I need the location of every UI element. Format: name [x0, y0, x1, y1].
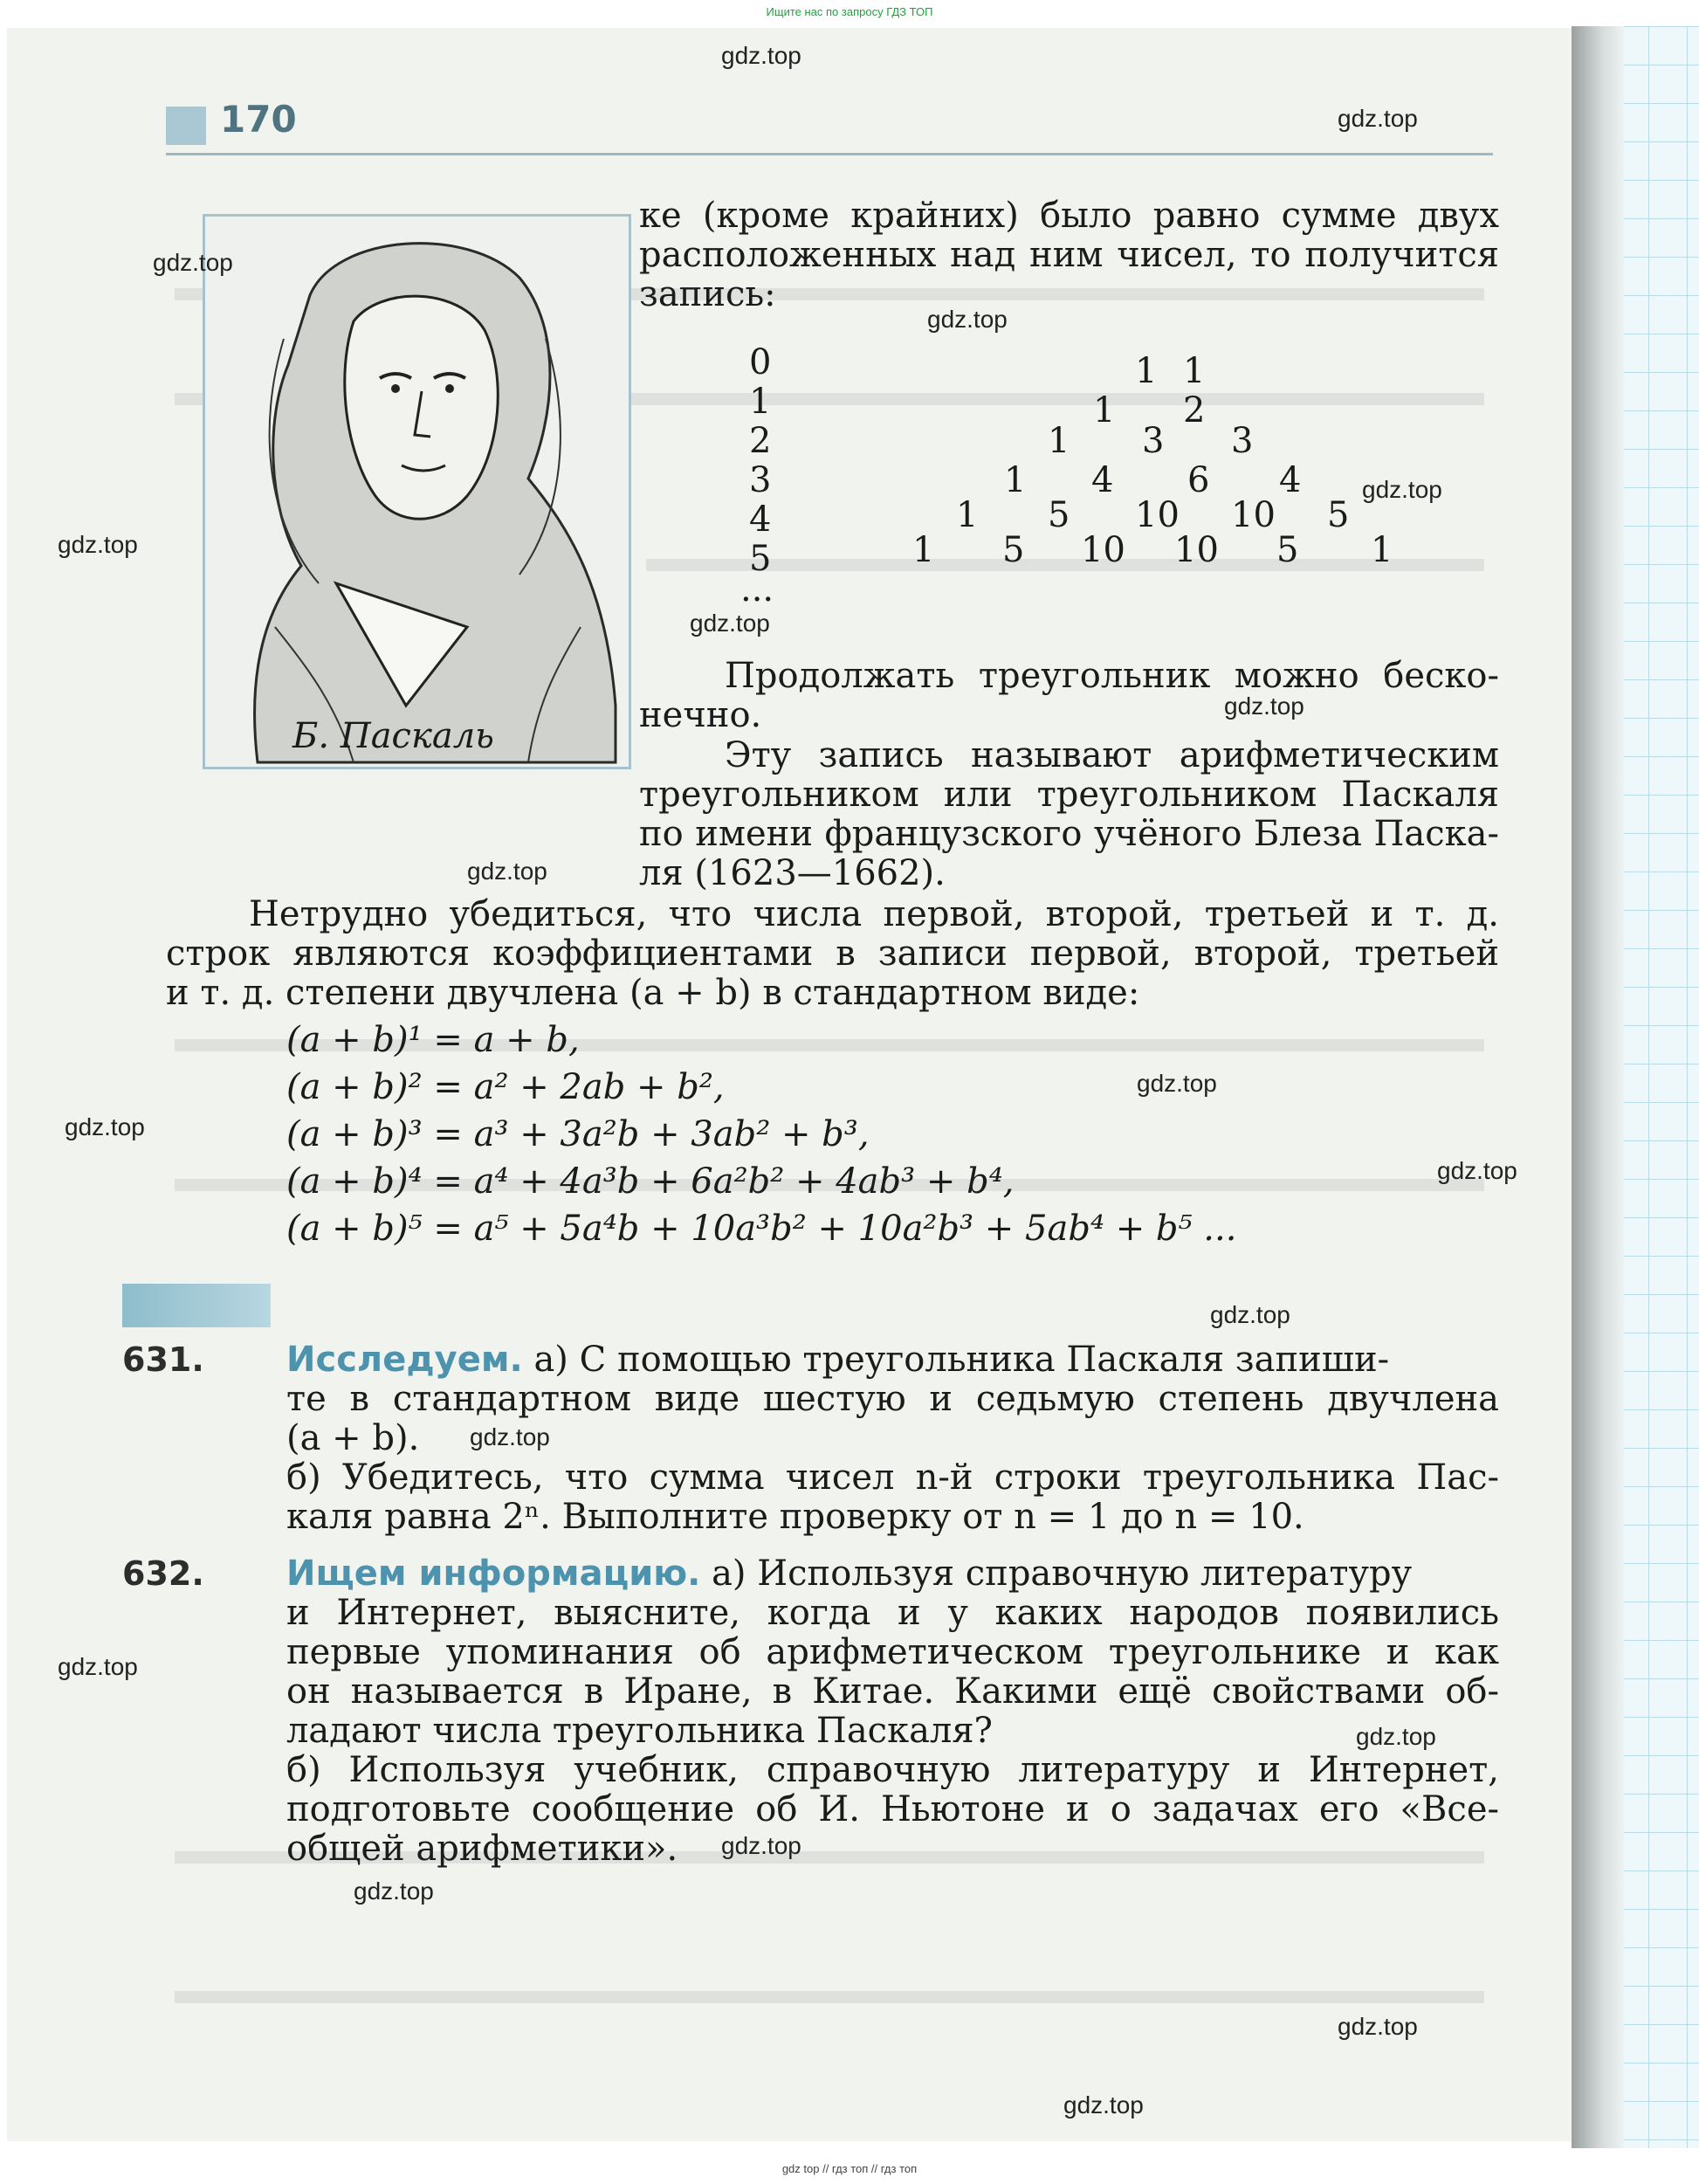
exercise-632-line-6: б) Используя учебник, справочную литературу и Интернет, [286, 1750, 1499, 1790]
watermark: gdz.top [1437, 1157, 1517, 1184]
triangle-value: 1 [1183, 351, 1206, 391]
book-spine [1572, 26, 1624, 2148]
continue-line-1: Продолжать треугольник можно беско- [725, 656, 1499, 696]
watermark: gdz.top [1338, 105, 1418, 132]
exercise-631-line-5: каля равна 2ⁿ. Выполните проверку от n = 1 до n = 10. [286, 1497, 1304, 1537]
triangle-row-index: 1 [749, 382, 772, 422]
binomial-equation-5: (a + b)⁵ = a⁵ + 5a⁴b + 10a³b² + 10a²b³ + 5ab⁴ + b⁵ ... [286, 1209, 1237, 1249]
exercise-632-line-5: ладают числа треугольника Паскаля? [286, 1711, 994, 1751]
watermark: gdz.top [153, 249, 233, 276]
exercise-631-heading: Исследуем. [286, 1340, 523, 1380]
coeff-line-1: Нетрудно убедиться, что числа первой, второй, третьей и т. д. [249, 894, 1499, 934]
triangle-value: 6 [1187, 460, 1210, 500]
coeff-line-2: строк являются коэффициентами в записи первой, второй, третьей [166, 934, 1499, 974]
exercise-632-line-2: и Интернет, выясните, когда и у каких народов появились [286, 1593, 1499, 1633]
name-line-4: ля (1623—1662). [639, 853, 946, 893]
watermark: gdz.top [1210, 1301, 1290, 1328]
binomial-equation-1: (a + b)¹ = a + b, [286, 1020, 580, 1060]
exercises-ribbon [122, 1284, 271, 1327]
triangle-value: 1 [1371, 530, 1393, 570]
exercise-number-631: 631. [122, 1340, 204, 1379]
bleed-through-text [175, 1991, 1484, 2003]
watermark: gdz.top [58, 1653, 138, 1680]
triangle-value: 10 [1174, 530, 1219, 570]
exercise-631-line-3: (a + b). [286, 1418, 420, 1458]
bottom-note: gdz top // гдз топ // гдз топ [781, 2162, 918, 2175]
binomial-equation-3: (a + b)³ = a³ + 3a²b + 3ab² + b³, [286, 1114, 870, 1154]
watermark: gdz.top [721, 1832, 801, 1859]
watermark: gdz.top [1338, 2013, 1418, 2040]
triangle-row-index: 5 [749, 539, 772, 579]
exercise-632-line-8: общей арифметики». [286, 1829, 678, 1869]
name-line-2: треугольником или треугольником Паскаля [639, 775, 1499, 815]
watermark: gdz.top [354, 1877, 434, 1905]
exercise-631-line-4: б) Убедитесь, что сумма чисел n-й строки треугольника Пас- [286, 1457, 1499, 1498]
triangle-value: 5 [1276, 530, 1299, 570]
triangle-value: 10 [1135, 495, 1180, 535]
watermark: gdz.top [467, 858, 547, 885]
intro-line-2: расположенных над ним чисел, то получится [639, 235, 1499, 275]
triangle-value: 1 [1004, 460, 1027, 500]
page-number-marker [166, 107, 206, 145]
exercise-632-text: а) Используя справочную литературу [712, 1554, 1413, 1594]
exercise-632-line-4: он называется в Иране, в Китае. Какими ещё свойствами об- [286, 1671, 1499, 1712]
exercise-631-line-2: те в стандартном виде шестую и седьмую степень двучлена [286, 1379, 1499, 1419]
triangle-value: 2 [1183, 390, 1206, 431]
triangle-value: 4 [1279, 460, 1302, 500]
triangle-value: 1 [1135, 351, 1158, 391]
exercise-631-text: а) С помощью треугольника Паскаля запиши- [533, 1340, 1390, 1380]
triangle-value: 3 [1142, 421, 1165, 461]
triangle-ellipsis: ... [740, 569, 774, 610]
watermark: gdz.top [58, 531, 138, 558]
exercise-632-line-1 [286, 1554, 1412, 1594]
pascal-portrait [203, 214, 631, 769]
triangle-row-index: 4 [749, 499, 772, 540]
triangle-value: 10 [1231, 495, 1276, 535]
watermark: gdz.top [1063, 2091, 1144, 2119]
continue-line-2: нечно. [639, 695, 762, 735]
triangle-value: 5 [1002, 530, 1025, 570]
intro-line-1: ке (кроме крайних) было равно сумме двух [639, 196, 1499, 236]
header-rule [166, 153, 1493, 155]
triangle-value: 1 [956, 495, 979, 535]
exercise-number-632: 632. [122, 1554, 204, 1593]
watermark: gdz.top [470, 1423, 550, 1450]
triangle-row-index: 3 [749, 460, 772, 500]
watermark: gdz.top [1356, 1723, 1436, 1750]
watermark: gdz.top [690, 610, 770, 637]
watermark: gdz.top [927, 306, 1008, 333]
name-line-3: по имени французского учёного Блеза Паска- [639, 814, 1499, 854]
intro-line-3: запись: [639, 274, 776, 314]
exercise-632-line-7: подготовьте сообщение об И. Ньютоне и о задачах его «Все- [286, 1789, 1499, 1829]
triangle-row-index: 0 [749, 342, 772, 382]
portrait-caption: Б. Паскаль [292, 716, 494, 756]
triangle-value: 1 [1093, 390, 1116, 431]
exercise-632-line-3: первые упоминания об арифметическом треугольнике и как [286, 1632, 1499, 1672]
watermark: gdz.top [1362, 476, 1442, 503]
exercise-631-line-1 [286, 1340, 1389, 1380]
portrait-engraving [205, 217, 629, 767]
triangle-value: 1 [1048, 421, 1070, 461]
triangle-row-index: 2 [749, 421, 772, 461]
page-number: 170 [220, 98, 297, 141]
triangle-value: 1 [912, 530, 935, 570]
triangle-value: 10 [1081, 530, 1125, 570]
coeff-line-3: и т. д. степени двучлена (a + b) в стандартном виде: [166, 973, 1140, 1013]
triangle-value: 5 [1048, 495, 1070, 535]
top-note: Ищите нас по запросу ГДЗ ТОП [766, 5, 933, 18]
exercise-632-heading: Ищем информацию. [286, 1554, 701, 1594]
watermark: gdz.top [1224, 692, 1304, 720]
triangle-value: 3 [1231, 421, 1254, 461]
binomial-equation-2: (a + b)² = a² + 2ab + b², [286, 1067, 725, 1107]
binomial-equation-4: (a + b)⁴ = a⁴ + 4a³b + 6a²b² + 4ab³ + b⁴, [286, 1161, 1015, 1202]
triangle-value: 4 [1091, 460, 1114, 500]
name-line-1: Эту запись называют арифметическим [725, 735, 1499, 775]
watermark: gdz.top [721, 42, 801, 69]
watermark: gdz.top [65, 1113, 145, 1140]
triangle-value: 5 [1327, 495, 1350, 535]
watermark: gdz.top [1137, 1070, 1217, 1097]
